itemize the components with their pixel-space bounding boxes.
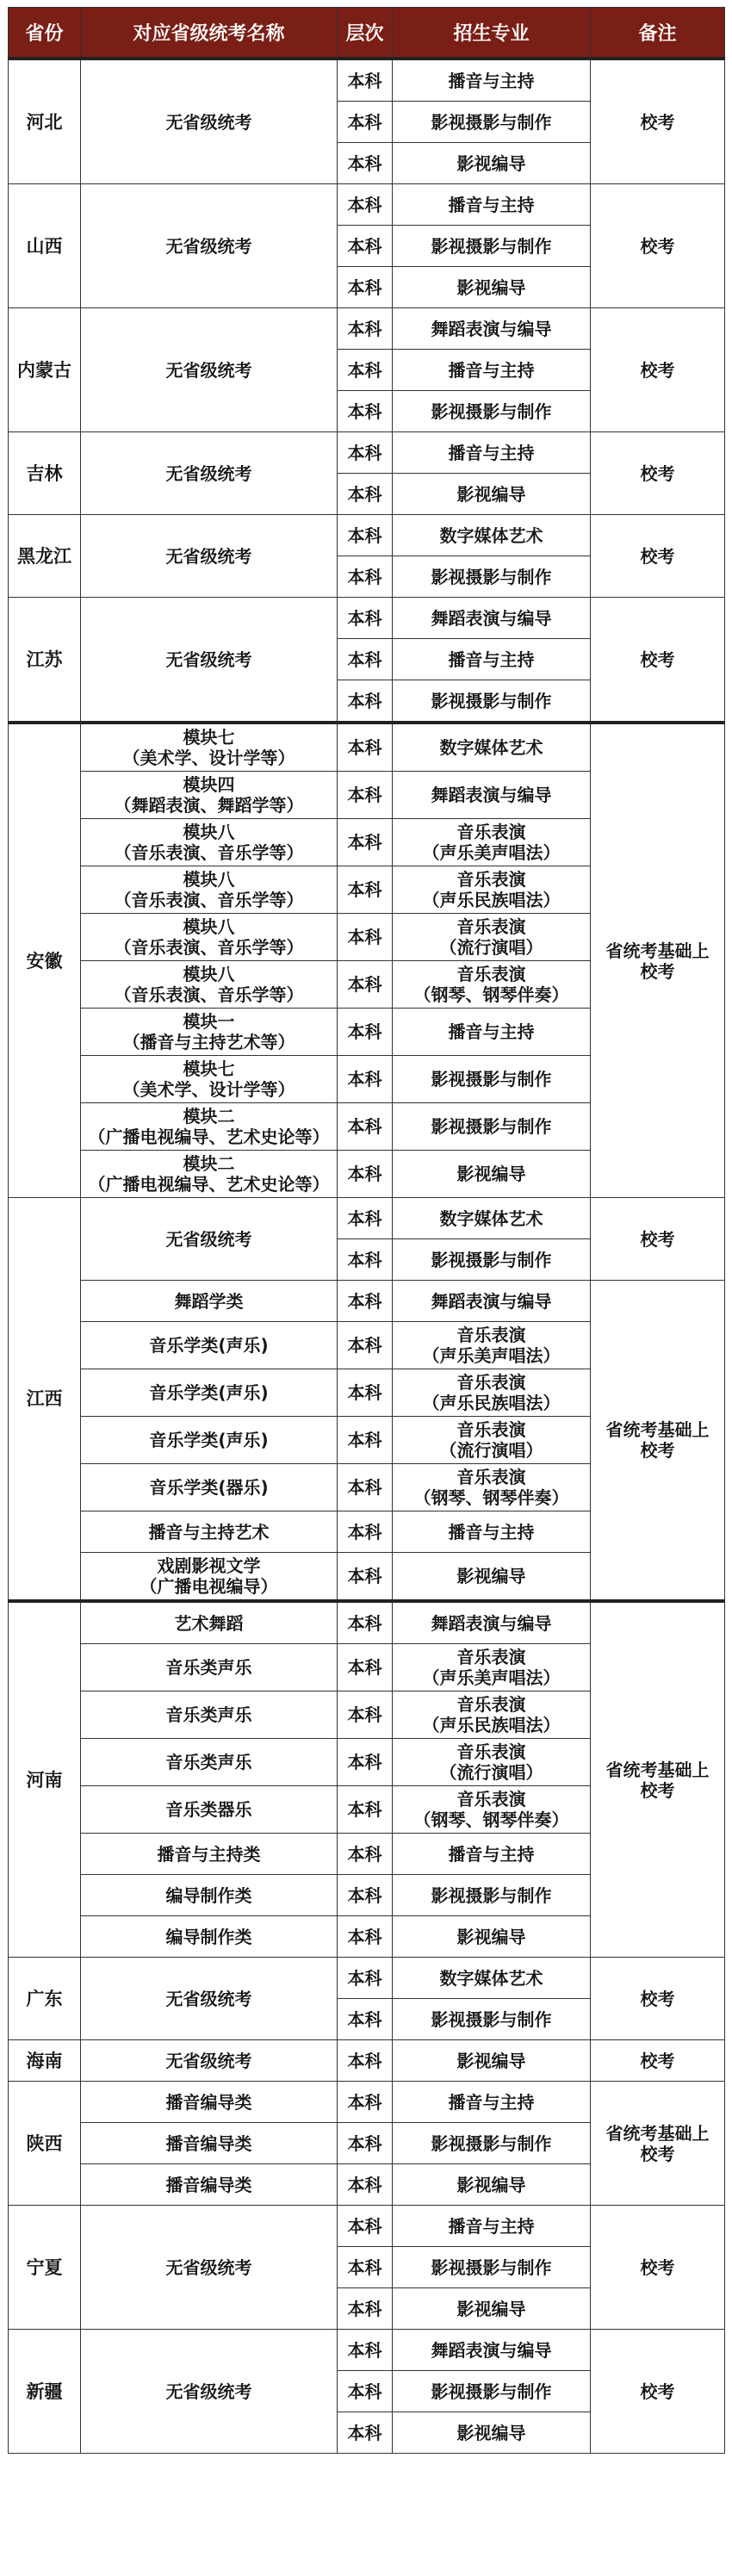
major-cell: 影视摄影与制作 (393, 1056, 591, 1103)
text-line-main: 音乐表演 (456, 822, 526, 842)
text-line-sub: （播音与主持艺术等） (122, 1032, 295, 1052)
text-line-main: 音乐表演 (456, 1325, 526, 1345)
text-line-main: 音乐表演 (456, 1419, 526, 1440)
major-cell: 影视摄影与制作 (393, 102, 591, 143)
level-cell: 本科 (338, 1239, 393, 1281)
level-cell: 本科 (338, 772, 393, 819)
level-cell: 本科 (338, 639, 393, 680)
exam-name-cell: 音乐类声乐 (81, 1644, 338, 1691)
level-cell: 本科 (338, 1691, 393, 1739)
note-cell: 校考 (591, 184, 725, 308)
level-cell: 本科 (338, 1009, 393, 1056)
province-cell: 新疆 (9, 2330, 81, 2454)
major-cell: 播音与主持 (393, 59, 591, 102)
exam-name-cell: 音乐学类(声乐) (81, 1369, 338, 1417)
exam-name-cell: 无省级统考 (81, 1958, 338, 2040)
header-province: 省份 (9, 8, 81, 59)
text-line-sub: （声乐民族唱法） (422, 1393, 561, 1413)
text-line-sub: （流行演唱） (439, 1762, 543, 1783)
major-cell (393, 914, 591, 961)
text-line-main: 模块二 (183, 1106, 235, 1127)
major-cell: 播音与主持 (393, 1009, 591, 1056)
exam-name-cell: 音乐学类(声乐) (81, 1417, 338, 1464)
major-cell: 影视编导 (393, 2040, 591, 2082)
exam-name-cell (81, 961, 338, 1009)
exam-name-cell (81, 1103, 338, 1151)
level-cell: 本科 (338, 2247, 393, 2288)
note-cell: 校考 (591, 308, 725, 432)
province-cell: 安徽 (9, 723, 81, 1198)
text-line-main: 音乐表演 (456, 916, 526, 937)
exam-name-cell (81, 866, 338, 914)
table-row (9, 515, 725, 556)
level-cell: 本科 (338, 1151, 393, 1198)
level-cell: 本科 (338, 226, 393, 267)
major-cell: 影视编导 (393, 267, 591, 308)
level-cell: 本科 (338, 2123, 393, 2164)
table-row (9, 184, 725, 226)
level-cell: 本科 (338, 474, 393, 515)
table-row (9, 308, 725, 350)
text-line-sub: （声乐民族唱法） (422, 1715, 561, 1735)
level-cell: 本科 (338, 819, 393, 866)
major-cell (393, 1739, 591, 1786)
exam-name-cell: 音乐学类(声乐) (81, 1322, 338, 1369)
exam-name-cell: 舞蹈学类 (81, 1281, 338, 1322)
exam-name-cell: 音乐类声乐 (81, 1691, 338, 1739)
major-cell (393, 1369, 591, 1417)
text-line-sub: （音乐表演、音乐学等） (114, 890, 304, 910)
table-row (9, 2082, 725, 2123)
major-cell: 数字媒体艺术 (393, 515, 591, 556)
exam-name-cell: 音乐类声乐 (81, 1739, 338, 1786)
level-cell: 本科 (338, 961, 393, 1009)
major-cell (393, 866, 591, 914)
level-cell: 本科 (338, 2412, 393, 2454)
major-cell: 播音与主持 (393, 2082, 591, 2123)
table-row (9, 1958, 725, 1999)
exam-name-cell: 播音编导类 (81, 2123, 338, 2164)
text-line-sub: （声乐美声唱法） (422, 842, 561, 863)
note-cell: 校考 (591, 432, 725, 515)
level-cell: 本科 (338, 1511, 393, 1553)
text-line-sub: （美术学、设计学等） (122, 1079, 295, 1100)
level-cell: 本科 (338, 308, 393, 350)
note-cell: 校考 (591, 1958, 725, 2040)
text-line-main: 模块二 (183, 1153, 235, 1174)
exam-name-cell (81, 1056, 338, 1103)
major-cell: 影视编导 (393, 474, 591, 515)
level-cell: 本科 (338, 184, 393, 226)
exam-name-cell (81, 819, 338, 866)
note-line-2: 校考 (640, 960, 675, 982)
note-cell (591, 1601, 725, 1958)
major-cell: 影视摄影与制作 (393, 1875, 591, 1916)
note-line-2: 校考 (640, 2143, 675, 2164)
level-cell: 本科 (338, 2082, 393, 2123)
table-row (9, 432, 725, 474)
exam-name-cell: 无省级统考 (81, 598, 338, 723)
major-cell (393, 961, 591, 1009)
level-cell: 本科 (338, 723, 393, 772)
text-line-main: 音乐表演 (456, 869, 526, 890)
text-line-main: 模块八 (183, 916, 235, 937)
exam-name-cell: 无省级统考 (81, 308, 338, 432)
text-line-main: 模块八 (183, 822, 235, 842)
level-cell: 本科 (338, 1958, 393, 1999)
note-cell: 校考 (591, 59, 725, 184)
major-cell: 数字媒体艺术 (393, 1198, 591, 1239)
major-cell: 播音与主持 (393, 639, 591, 680)
level-cell: 本科 (338, 2371, 393, 2412)
text-line-sub: （钢琴、钢琴伴奏） (413, 1487, 569, 1508)
header-note: 备注 (591, 8, 725, 59)
table-row (9, 2040, 725, 2082)
major-cell: 影视编导 (393, 2412, 591, 2454)
header-row (9, 8, 725, 59)
text-line-main: 音乐表演 (456, 1467, 526, 1487)
note-cell (591, 1281, 725, 1602)
major-cell (393, 1464, 591, 1511)
level-cell: 本科 (338, 2288, 393, 2330)
exam-name-cell: 播音编导类 (81, 2164, 338, 2206)
table-row (9, 59, 725, 102)
text-line-main: 模块八 (183, 964, 235, 984)
text-line-main: 模块七 (183, 1058, 235, 1079)
text-line-sub: （音乐表演、音乐学等） (114, 984, 304, 1005)
text-line-main: 音乐表演 (456, 1372, 526, 1393)
major-cell: 影视编导 (393, 1916, 591, 1958)
exam-name-cell: 无省级统考 (81, 2040, 338, 2082)
table-row (9, 1198, 725, 1239)
major-cell: 播音与主持 (393, 184, 591, 226)
note-line-1: 省统考基础上 (605, 940, 710, 961)
level-cell: 本科 (338, 1786, 393, 1834)
level-cell: 本科 (338, 102, 393, 143)
header-major: 招生专业 (393, 8, 591, 59)
table-row (9, 598, 725, 639)
admissions-table (8, 7, 725, 2454)
province-cell: 海南 (9, 2040, 81, 2082)
province-cell: 河北 (9, 59, 81, 184)
text-line-main: 模块七 (183, 727, 235, 748)
level-cell: 本科 (338, 59, 393, 102)
text-line-sub: （声乐民族唱法） (422, 890, 561, 910)
level-cell: 本科 (338, 1322, 393, 1369)
level-cell: 本科 (338, 866, 393, 914)
header-exam: 对应省级统考名称 (81, 8, 338, 59)
text-line-main: 音乐表演 (456, 1694, 526, 1715)
major-cell: 数字媒体艺术 (393, 1958, 591, 1999)
major-cell: 舞蹈表演与编导 (393, 772, 591, 819)
exam-name-cell: 播音与主持类 (81, 1834, 338, 1875)
text-line-sub: （流行演唱） (439, 1440, 543, 1461)
exam-name-cell (81, 1553, 338, 1602)
level-cell: 本科 (338, 350, 393, 391)
major-cell: 影视摄影与制作 (393, 2371, 591, 2412)
level-cell: 本科 (338, 1875, 393, 1916)
text-line-sub: （音乐表演、音乐学等） (114, 937, 304, 958)
province-cell: 河南 (9, 1601, 81, 1958)
note-cell (591, 723, 725, 1198)
note-line-2: 校考 (640, 1440, 675, 1461)
header-level: 层次 (338, 8, 393, 59)
exam-name-cell: 艺术舞蹈 (81, 1601, 338, 1644)
level-cell: 本科 (338, 391, 393, 432)
level-cell: 本科 (338, 1103, 393, 1151)
level-cell: 本科 (338, 1417, 393, 1464)
major-cell: 舞蹈表演与编导 (393, 598, 591, 639)
text-line-main: 音乐表演 (456, 1647, 526, 1667)
major-cell: 影视摄影与制作 (393, 226, 591, 267)
level-cell: 本科 (338, 1369, 393, 1417)
note-cell: 校考 (591, 1198, 725, 1281)
text-line-main: 模块四 (183, 774, 235, 795)
note-line-1: 省统考基础上 (605, 1419, 710, 1440)
province-cell: 内蒙古 (9, 308, 81, 432)
table-body (9, 59, 725, 2454)
major-cell: 影视摄影与制作 (393, 1103, 591, 1151)
major-cell (393, 1786, 591, 1834)
level-cell: 本科 (338, 1739, 393, 1786)
level-cell: 本科 (338, 1056, 393, 1103)
exam-name-cell (81, 1009, 338, 1056)
major-cell: 舞蹈表演与编导 (393, 2330, 591, 2371)
major-cell: 影视编导 (393, 2164, 591, 2206)
exam-name-cell: 无省级统考 (81, 2206, 338, 2330)
major-cell: 播音与主持 (393, 432, 591, 474)
province-cell: 宁夏 (9, 2206, 81, 2330)
major-cell: 影视编导 (393, 2288, 591, 2330)
text-line-sub: （流行演唱） (439, 937, 543, 958)
major-cell: 舞蹈表演与编导 (393, 308, 591, 350)
level-cell: 本科 (338, 2330, 393, 2371)
table-row (9, 1601, 725, 1644)
province-cell: 江西 (9, 1198, 81, 1602)
note-cell: 校考 (591, 2040, 725, 2082)
province-cell: 山西 (9, 184, 81, 308)
text-line-main: 戏剧影视文学 (157, 1555, 261, 1576)
table-row (9, 1281, 725, 1322)
province-cell: 陕西 (9, 2082, 81, 2206)
major-cell: 影视摄影与制作 (393, 1999, 591, 2040)
exam-name-cell: 无省级统考 (81, 432, 338, 515)
major-cell: 播音与主持 (393, 350, 591, 391)
major-cell (393, 1644, 591, 1691)
major-cell: 影视摄影与制作 (393, 2247, 591, 2288)
exam-name-cell: 播音与主持艺术 (81, 1511, 338, 1553)
table-row (9, 2330, 725, 2371)
exam-name-cell: 音乐学类(器乐) (81, 1464, 338, 1511)
exam-name-cell: 音乐类器乐 (81, 1786, 338, 1834)
exam-name-cell (81, 914, 338, 961)
level-cell: 本科 (338, 1999, 393, 2040)
text-line-main: 音乐表演 (456, 1789, 526, 1809)
text-line-sub: （广播电视编导） (140, 1576, 278, 1597)
note-cell: 校考 (591, 2206, 725, 2330)
major-cell: 影视摄影与制作 (393, 556, 591, 598)
text-line-main: 模块八 (183, 869, 235, 890)
note-cell (591, 2082, 725, 2206)
note-cell: 校考 (591, 598, 725, 723)
major-cell: 播音与主持 (393, 1511, 591, 1553)
table-row (9, 2206, 725, 2247)
major-cell: 影视摄影与制作 (393, 680, 591, 723)
major-cell: 舞蹈表演与编导 (393, 1601, 591, 1644)
exam-name-cell (81, 1151, 338, 1198)
text-line-sub: （声乐美声唱法） (422, 1345, 561, 1366)
text-line-sub: （广播电视编导、艺术史论等） (88, 1174, 330, 1195)
exam-name-cell (81, 772, 338, 819)
major-cell (393, 1417, 591, 1464)
level-cell: 本科 (338, 143, 393, 184)
exam-name-cell: 编导制作类 (81, 1875, 338, 1916)
province-cell: 江苏 (9, 598, 81, 723)
text-line-sub: （舞蹈表演、舞蹈学等） (114, 795, 304, 816)
major-cell: 影视编导 (393, 1151, 591, 1198)
note-line-1: 省统考基础上 (605, 1759, 710, 1780)
level-cell: 本科 (338, 2040, 393, 2082)
text-line-sub: （钢琴、钢琴伴奏） (413, 984, 569, 1005)
major-cell: 影视摄影与制作 (393, 2123, 591, 2164)
level-cell: 本科 (338, 1553, 393, 1602)
level-cell: 本科 (338, 1601, 393, 1644)
text-line-sub: （美术学、设计学等） (122, 748, 295, 768)
text-line-sub: （钢琴、钢琴伴奏） (413, 1809, 569, 1830)
text-line-main: 音乐表演 (456, 964, 526, 984)
exam-name-cell: 播音编导类 (81, 2082, 338, 2123)
exam-name-cell (81, 723, 338, 772)
major-cell: 播音与主持 (393, 1834, 591, 1875)
major-cell (393, 1322, 591, 1369)
level-cell: 本科 (338, 1644, 393, 1691)
major-cell (393, 1691, 591, 1739)
level-cell: 本科 (338, 1916, 393, 1958)
text-line-sub: （音乐表演、音乐学等） (114, 842, 304, 863)
level-cell: 本科 (338, 515, 393, 556)
text-line-sub: （声乐美声唱法） (422, 1667, 561, 1688)
province-cell: 广东 (9, 1958, 81, 2040)
level-cell: 本科 (338, 556, 393, 598)
level-cell: 本科 (338, 267, 393, 308)
major-cell (393, 819, 591, 866)
table-row (9, 723, 725, 772)
level-cell: 本科 (338, 2164, 393, 2206)
note-line-1: 省统考基础上 (605, 2122, 710, 2144)
province-cell: 黑龙江 (9, 515, 81, 598)
major-cell: 舞蹈表演与编导 (393, 1281, 591, 1322)
major-cell: 影视编导 (393, 143, 591, 184)
level-cell: 本科 (338, 2206, 393, 2247)
level-cell: 本科 (338, 1281, 393, 1322)
exam-name-cell: 无省级统考 (81, 184, 338, 308)
text-line-main: 音乐表演 (456, 1741, 526, 1762)
exam-name-cell: 无省级统考 (81, 1198, 338, 1281)
level-cell: 本科 (338, 1198, 393, 1239)
text-line-main: 模块一 (183, 1011, 235, 1032)
exam-name-cell: 无省级统考 (81, 59, 338, 184)
text-line-sub: （广播电视编导、艺术史论等） (88, 1127, 330, 1147)
exam-name-cell: 无省级统考 (81, 2330, 338, 2454)
admissions-table-container (8, 7, 724, 2454)
level-cell: 本科 (338, 1834, 393, 1875)
exam-name-cell: 无省级统考 (81, 515, 338, 598)
province-cell: 吉林 (9, 432, 81, 515)
level-cell: 本科 (338, 680, 393, 723)
note-cell: 校考 (591, 515, 725, 598)
major-cell: 数字媒体艺术 (393, 723, 591, 772)
level-cell: 本科 (338, 914, 393, 961)
note-line-2: 校考 (640, 1779, 675, 1801)
level-cell: 本科 (338, 598, 393, 639)
level-cell: 本科 (338, 432, 393, 474)
major-cell: 影视摄影与制作 (393, 391, 591, 432)
major-cell: 播音与主持 (393, 2206, 591, 2247)
level-cell: 本科 (338, 1464, 393, 1511)
note-cell: 校考 (591, 2330, 725, 2454)
major-cell: 影视摄影与制作 (393, 1239, 591, 1281)
major-cell: 影视编导 (393, 1553, 591, 1602)
exam-name-cell: 编导制作类 (81, 1916, 338, 1958)
